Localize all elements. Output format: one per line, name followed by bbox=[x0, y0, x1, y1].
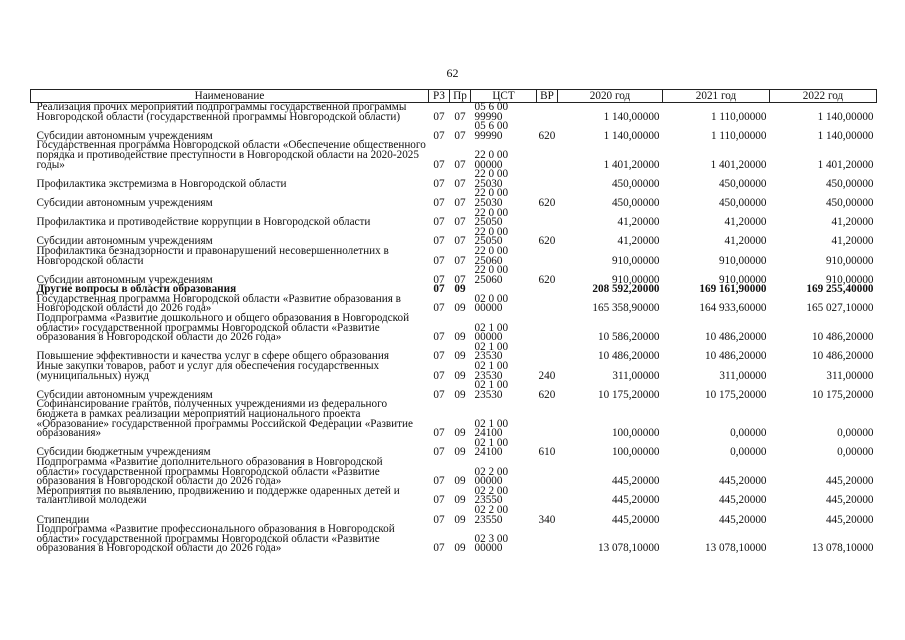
row-value-2020: 1 401,20000 bbox=[603, 158, 660, 171]
row-rz: 07 bbox=[433, 388, 445, 401]
row-value-2022: 445,20000 bbox=[825, 475, 874, 488]
row-cst: 02 1 00 24100 bbox=[474, 436, 509, 459]
row-cst: 02 2 00 23550 bbox=[474, 503, 509, 526]
row-rz: 07 bbox=[433, 350, 445, 363]
row-vr bbox=[537, 400, 558, 438]
row-rz: 07 bbox=[433, 129, 445, 142]
row-pr: 09 bbox=[454, 475, 466, 488]
row-name: Субсидии автономным учреждениям bbox=[36, 196, 213, 209]
row-value-2022: 41,20000 bbox=[831, 216, 874, 229]
row-name: Профилактика безнадзорности и правонарушений несовершеннолетних в Новгородской области bbox=[36, 244, 389, 267]
row-vr: 620 bbox=[538, 196, 556, 209]
row-name: Субсидии бюджетным учреждениям bbox=[36, 446, 211, 459]
header-rz: РЗ bbox=[429, 90, 450, 103]
row-cst: 05 6 00 99990 bbox=[474, 120, 509, 142]
row-value-2021: 10 486,20000 bbox=[704, 350, 767, 363]
row-pr: 07 bbox=[454, 177, 466, 190]
table-row bbox=[31, 400, 877, 438]
table-row bbox=[31, 247, 877, 266]
row-cst: 02 2 00 00000 bbox=[474, 465, 509, 488]
row-value-2020: 910,00000 bbox=[611, 273, 660, 286]
row-value-2022: 445,20000 bbox=[825, 513, 874, 526]
row-cst: 02 1 00 23530 bbox=[474, 340, 509, 363]
row-vr bbox=[537, 247, 558, 266]
row-name: Субсидии автономным учреждениям bbox=[36, 235, 213, 248]
row-name: Субсидии автономным учреждениям bbox=[36, 273, 213, 286]
row-value-2020: 311,00000 bbox=[612, 369, 660, 382]
row-cst: 02 3 00 00000 bbox=[474, 532, 509, 555]
header-2022: 2022 год bbox=[770, 90, 877, 103]
row-vr bbox=[537, 170, 558, 189]
row-vr bbox=[537, 314, 558, 343]
row-name: Подпрограмма «Развитие профессионального образования в Новгородской области» государственной программы Новгородской области «Развитие образования в Новгородской области до 2026 года» bbox=[36, 523, 395, 555]
row-value-2022: 0,00000 bbox=[837, 446, 874, 459]
row-value-2020: 13 078,10000 bbox=[597, 542, 660, 555]
row-vr bbox=[537, 141, 558, 170]
row-name: Мероприятия по выявлению, продвижению и поддержке одаренных детей и талантливой молодежи bbox=[36, 484, 400, 507]
row-name: Государственная программа Новгородской области «Развитие образования в Новгородской области до 2026 года» bbox=[36, 292, 401, 315]
header-2021: 2021 год bbox=[663, 90, 770, 103]
row-cst: 22 0 00 25060 bbox=[474, 244, 509, 267]
row-rz: 07 bbox=[433, 273, 445, 286]
row-rz: 07 bbox=[433, 542, 445, 555]
row-rz: 07 bbox=[433, 158, 445, 171]
page-number: 62 bbox=[446, 66, 459, 80]
row-vr bbox=[537, 209, 558, 228]
row-value-2021: 311,00000 bbox=[719, 369, 767, 382]
row-value-2020: 41,20000 bbox=[617, 235, 660, 248]
row-name: Иные закупки товаров, работ и услуг для обеспечения государственных (муниципальных) нужд bbox=[36, 360, 380, 382]
table-row bbox=[31, 141, 877, 170]
row-rz: 07 bbox=[433, 216, 445, 229]
row-rz: 07 bbox=[433, 494, 445, 507]
row-vr bbox=[537, 458, 558, 487]
row-value-2020: 445,20000 bbox=[611, 513, 660, 526]
row-rz: 07 bbox=[433, 513, 445, 526]
row-pr: 09 bbox=[454, 427, 466, 440]
table-row bbox=[31, 209, 877, 228]
row-cst: 02 0 00 00000 bbox=[474, 292, 509, 315]
row-value-2021: 445,20000 bbox=[718, 513, 767, 526]
row-value-2021: 450,00000 bbox=[718, 177, 767, 190]
table-row bbox=[31, 103, 877, 123]
row-value-2020: 445,20000 bbox=[611, 475, 660, 488]
row-value-2021: 445,20000 bbox=[718, 494, 767, 507]
row-value-2021: 0,00000 bbox=[730, 427, 767, 440]
row-value-2020: 100,00000 bbox=[611, 427, 660, 440]
row-vr bbox=[537, 487, 558, 506]
row-value-2022: 41,20000 bbox=[831, 235, 874, 248]
row-pr: 07 bbox=[454, 196, 466, 209]
row-value-2021: 0,00000 bbox=[730, 446, 767, 459]
row-cst: 22 0 00 25030 bbox=[474, 187, 509, 209]
row-rz: 07 bbox=[433, 196, 445, 209]
row-vr: 340 bbox=[538, 513, 556, 526]
row-vr: 620 bbox=[538, 129, 556, 142]
row-value-2022: 0,00000 bbox=[837, 427, 874, 440]
row-name: Другие вопросы в области образования bbox=[36, 283, 237, 296]
row-name: Софинансирование грантов, полученных учреждениями из федерального бюджета в рамках реализации мероприятий национального проекта «Образование» государственной программы Российской Федерации «Развитие образования» bbox=[36, 398, 413, 440]
row-cst: 22 0 00 25060 bbox=[474, 264, 509, 286]
table-row bbox=[31, 487, 877, 506]
row-value-2021: 13 078,10000 bbox=[704, 542, 767, 555]
row-value-2022: 10 486,20000 bbox=[811, 331, 874, 344]
table-row bbox=[31, 189, 877, 208]
row-pr: 09 bbox=[454, 388, 466, 401]
row-pr: 09 bbox=[454, 331, 466, 344]
row-value-2020: 450,00000 bbox=[611, 177, 660, 190]
table-row bbox=[31, 525, 877, 554]
row-value-2022: 450,00000 bbox=[825, 177, 874, 190]
row-pr: 07 bbox=[454, 235, 466, 248]
row-value-2022: 165 027,10000 bbox=[806, 302, 874, 315]
row-value-2020: 100,00000 bbox=[611, 446, 660, 459]
row-pr: 09 bbox=[454, 369, 466, 382]
row-value-2022: 169 255,40000 bbox=[806, 283, 874, 296]
row-name: Подпрограмма «Развитие дополнительного образования в Новгородской области» государственной программы Новгородской области «Развитие образования в Новгородской области до 2026 года» bbox=[36, 455, 383, 488]
row-value-2020: 10 486,20000 bbox=[597, 350, 660, 363]
row-rz: 07 bbox=[433, 446, 445, 459]
row-cst: 22 0 00 00000 bbox=[474, 148, 509, 171]
budget-table bbox=[30, 89, 877, 554]
row-name: Субсидии автономным учреждениям bbox=[36, 388, 213, 401]
header-vr: ВР bbox=[537, 90, 558, 103]
row-value-2020: 208 592,20000 bbox=[592, 283, 660, 296]
row-rz: 07 bbox=[433, 427, 445, 440]
row-cst: 02 2 00 23550 bbox=[474, 484, 509, 507]
row-cst: 02 1 00 23530 bbox=[474, 360, 509, 382]
row-value-2021: 1 110,00000 bbox=[710, 110, 767, 123]
row-value-2022: 1 140,00000 bbox=[817, 129, 874, 142]
row-rz: 07 bbox=[433, 475, 445, 488]
table-row bbox=[31, 458, 877, 487]
row-value-2022: 1 140,00000 bbox=[817, 110, 874, 123]
row-value-2022: 311,00000 bbox=[826, 369, 874, 382]
row-name: Субсидии автономным учреждениям bbox=[36, 129, 213, 142]
row-name: Государственная программа Новгородской области «Обеспечение общественного порядка и противодействие преступности в Новгородской области на 2020-2025 годы» bbox=[36, 139, 426, 171]
row-value-2020: 450,00000 bbox=[611, 196, 660, 209]
row-rz: 07 bbox=[433, 369, 445, 382]
table-row bbox=[31, 170, 877, 189]
row-cst: 02 1 00 24100 bbox=[474, 417, 509, 440]
row-vr: 620 bbox=[538, 235, 556, 248]
row-value-2022: 10 175,20000 bbox=[811, 388, 874, 401]
row-value-2022: 910,00000 bbox=[825, 254, 874, 267]
row-value-2020: 1 140,00000 bbox=[603, 110, 660, 123]
row-value-2021: 445,20000 bbox=[718, 475, 767, 488]
table-row bbox=[31, 362, 877, 381]
row-pr: 07 bbox=[454, 273, 466, 286]
row-value-2022: 10 486,20000 bbox=[811, 350, 874, 363]
row-value-2022: 445,20000 bbox=[825, 494, 874, 507]
row-value-2020: 10 175,20000 bbox=[597, 388, 660, 401]
row-vr bbox=[537, 103, 558, 123]
row-rz: 07 bbox=[433, 235, 445, 248]
row-rz: 07 bbox=[433, 302, 445, 315]
row-pr: 09 bbox=[454, 302, 466, 315]
row-vr: 610 bbox=[538, 446, 556, 459]
row-value-2020: 1 140,00000 bbox=[603, 129, 660, 142]
row-value-2022: 13 078,10000 bbox=[811, 542, 874, 555]
row-name: Стипендии bbox=[36, 513, 90, 526]
row-value-2021: 10 486,20000 bbox=[704, 331, 767, 344]
table-row bbox=[31, 314, 877, 343]
row-name: Реализация прочих мероприятий подпрограммы государственной программы Новгородской области (государственной программы Новгородской области) bbox=[36, 101, 407, 123]
row-cst: 02 1 00 00000 bbox=[474, 321, 509, 344]
row-value-2022: 450,00000 bbox=[825, 196, 874, 209]
row-cst: 02 1 00 23530 bbox=[474, 379, 509, 401]
row-value-2020: 165 358,90000 bbox=[592, 302, 660, 315]
row-value-2020: 445,20000 bbox=[611, 494, 660, 507]
row-cst: 05 6 00 99990 bbox=[474, 101, 509, 123]
row-vr bbox=[537, 343, 558, 362]
header-pr: Пр bbox=[450, 90, 471, 103]
row-value-2021: 164 933,60000 bbox=[699, 302, 767, 315]
header-cst: ЦСТ bbox=[471, 90, 537, 103]
row-value-2021: 41,20000 bbox=[724, 235, 767, 248]
row-value-2021: 41,20000 bbox=[724, 216, 767, 229]
row-name: Профилактика и противодействие коррупции в Новгородской области bbox=[36, 216, 371, 229]
row-vr bbox=[537, 285, 558, 295]
row-value-2021: 1 401,20000 bbox=[710, 158, 767, 171]
header-name: Наименование bbox=[31, 90, 429, 103]
row-pr: 07 bbox=[454, 216, 466, 229]
row-pr: 07 bbox=[454, 158, 466, 171]
row-value-2022: 910,00000 bbox=[825, 273, 874, 286]
row-rz: 07 bbox=[433, 254, 445, 267]
row-rz: 07 bbox=[433, 331, 445, 344]
row-value-2021: 169 161,90000 bbox=[699, 283, 767, 296]
row-value-2021: 10 175,20000 bbox=[704, 388, 767, 401]
row-pr: 09 bbox=[454, 350, 466, 363]
header-2020: 2020 год bbox=[558, 90, 663, 103]
row-value-2021: 910,00000 bbox=[718, 273, 767, 286]
row-value-2020: 41,20000 bbox=[617, 216, 660, 229]
row-vr bbox=[537, 525, 558, 554]
row-rz: 07 bbox=[433, 283, 445, 296]
row-name: Повышение эффективности и качества услуг в сфере общего образования bbox=[36, 350, 390, 363]
row-cst: 22 0 00 25030 bbox=[474, 168, 509, 190]
row-cst: 22 0 00 25050 bbox=[474, 206, 509, 229]
row-pr: 07 bbox=[454, 110, 466, 123]
row-pr: 07 bbox=[454, 129, 466, 142]
row-vr: 240 bbox=[538, 369, 556, 382]
row-value-2021: 1 110,00000 bbox=[710, 129, 767, 142]
row-value-2021: 910,00000 bbox=[718, 254, 767, 267]
row-rz: 07 bbox=[433, 110, 445, 123]
row-cst: 22 0 00 25050 bbox=[474, 225, 509, 248]
row-pr: 09 bbox=[454, 513, 466, 526]
row-pr: 07 bbox=[454, 254, 466, 267]
row-value-2022: 1 401,20000 bbox=[817, 158, 874, 171]
row-name: Профилактика экстремизма в Новгородской области bbox=[36, 177, 287, 190]
row-name: Подпрограмма «Развитие дошкольного и общего образования в Новгородской области» государственной программы Новгородской области «Развитие образования в Новгородской области до 2026 года» bbox=[36, 312, 410, 344]
row-value-2020: 10 586,20000 bbox=[597, 331, 660, 344]
row-value-2020: 910,00000 bbox=[611, 254, 660, 267]
row-pr: 09 bbox=[454, 542, 466, 555]
row-vr: 620 bbox=[538, 273, 556, 286]
row-pr: 09 bbox=[454, 283, 466, 296]
row-vr bbox=[537, 295, 558, 314]
row-pr: 09 bbox=[454, 494, 466, 507]
row-rz: 07 bbox=[433, 177, 445, 190]
row-vr: 620 bbox=[538, 388, 556, 401]
row-value-2021: 450,00000 bbox=[718, 196, 767, 209]
row-pr: 09 bbox=[454, 446, 466, 459]
